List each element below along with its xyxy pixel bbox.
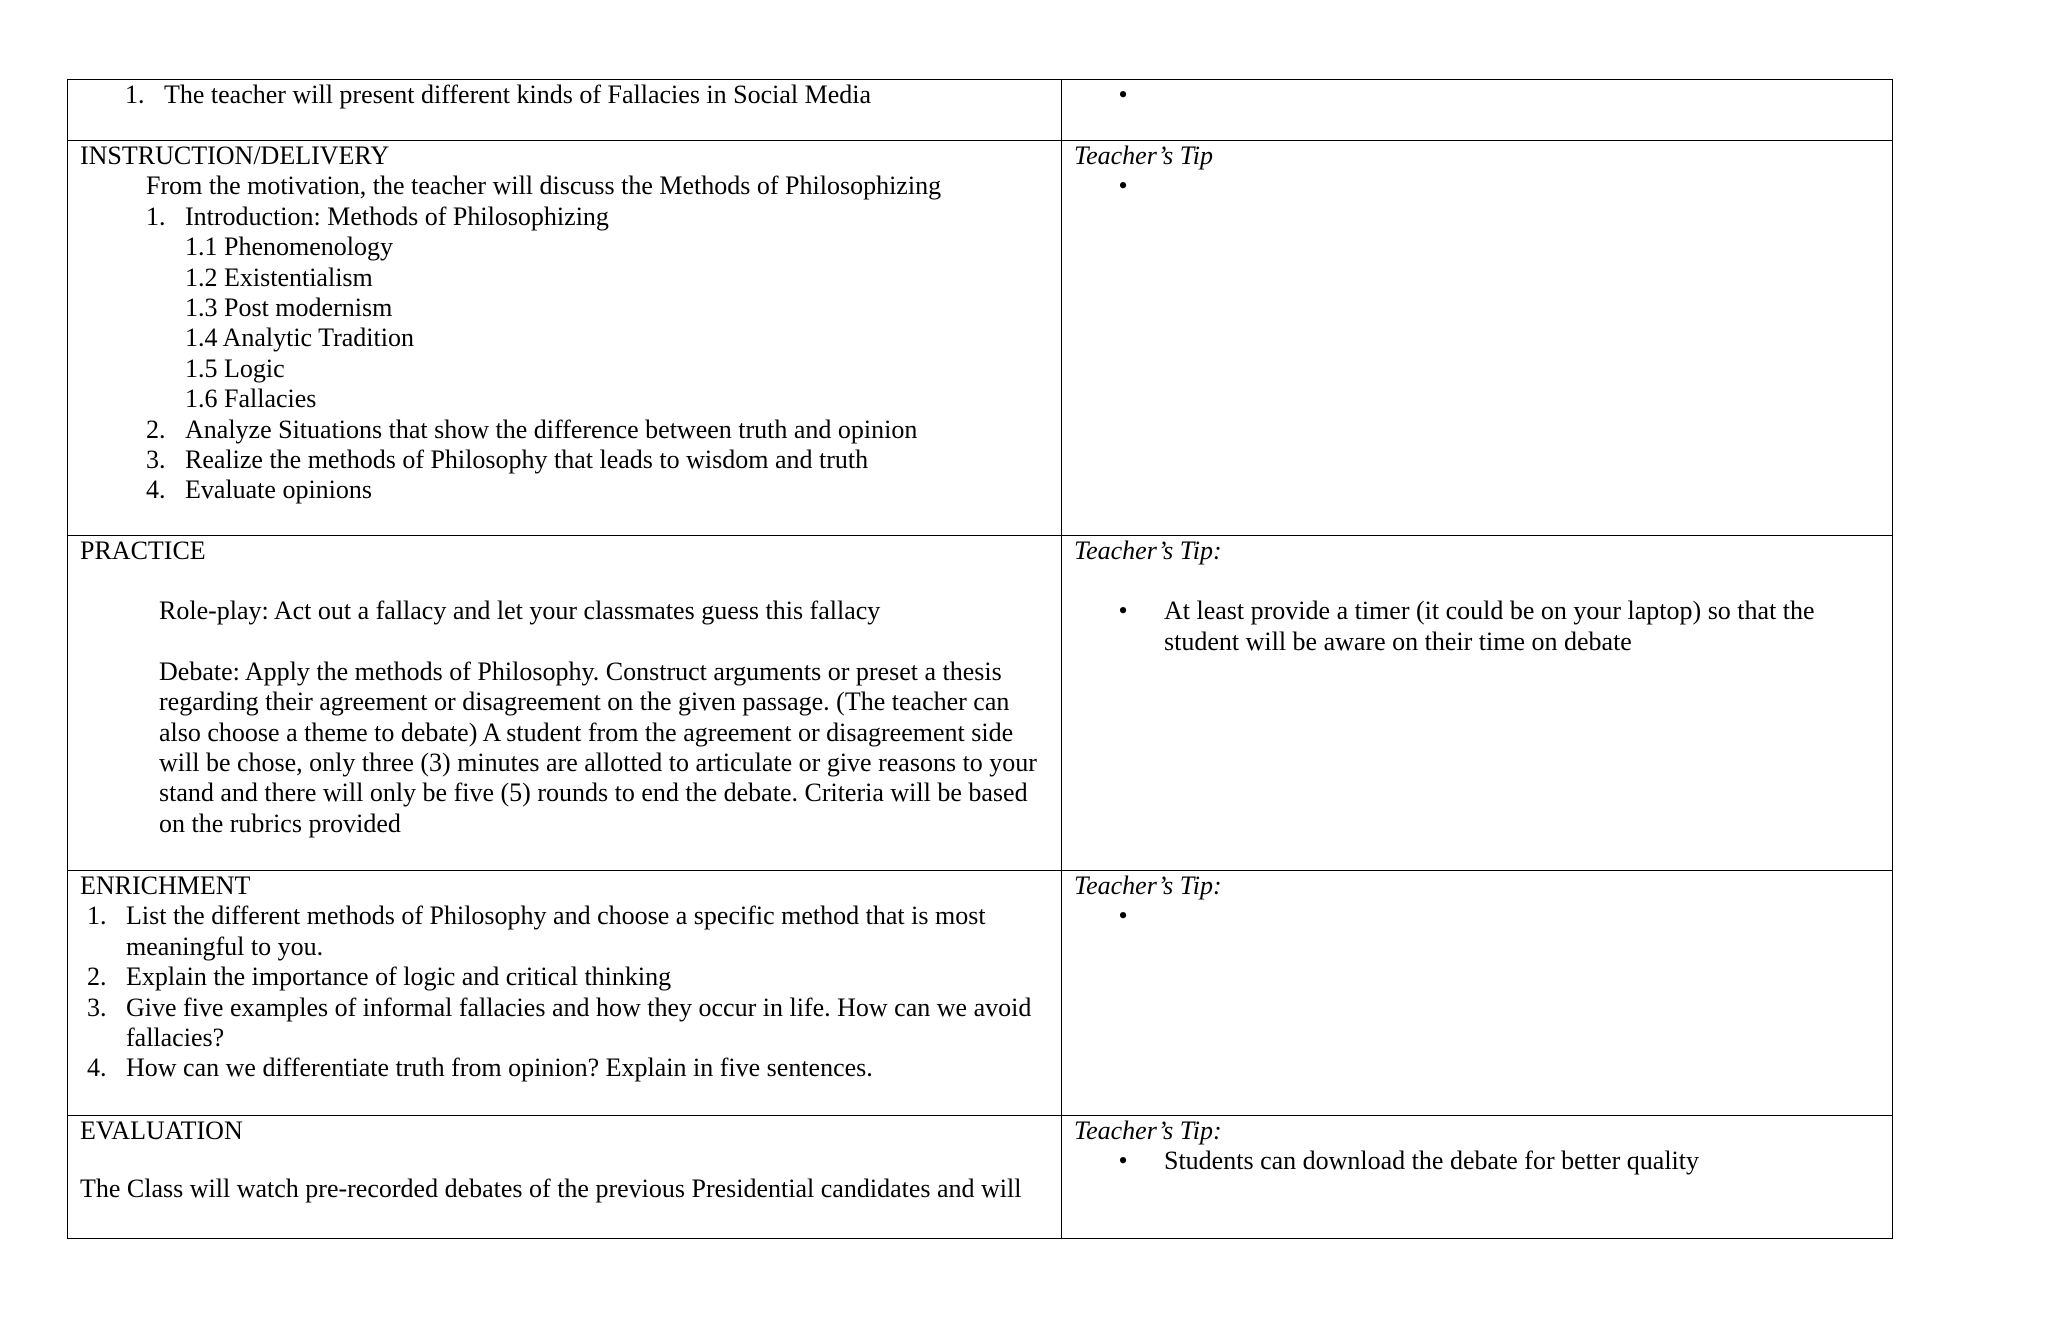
debate-line: on the rubrics provided [159, 808, 401, 838]
list-text: The teacher will present different kinds of Fallacies in Social Media [164, 80, 872, 109]
table-row-enrichment [68, 871, 1893, 1116]
list-item [80, 962, 1051, 992]
table-row-evaluation [68, 1116, 1893, 1239]
activity-cell [68, 141, 1062, 536]
tip-cell [1062, 80, 1893, 141]
list-item [80, 993, 1051, 1054]
list-item [80, 80, 1051, 110]
list-text: How can we differentiate truth from opinion? Explain in five sentences. [126, 1053, 873, 1083]
list-text: List the different methods of Philosophy and choose a specific method that is most [126, 901, 986, 931]
list-text: fallacies? [126, 1023, 225, 1053]
list-item [80, 901, 1051, 962]
tip-bullet [1074, 80, 1882, 110]
list-number: 3. [87, 992, 107, 1022]
roleplay-text: Role-play: Act out a fallacy and let your classmates guess this fallacy [159, 596, 881, 626]
bullet-icon: • [1118, 1146, 1128, 1176]
tip-cell [1062, 536, 1893, 871]
activity-cell [68, 536, 1062, 871]
sub-list-item: 1.5 Logic [185, 353, 285, 383]
sub-list-item: 1.2 Existentialism [185, 262, 373, 292]
table-row-practice [68, 536, 1893, 871]
list-text: Analyze Situations that show the difference between truth and opinion [185, 414, 918, 444]
list-text: Evaluate opinions [185, 475, 373, 505]
tip-label: Teacher’s Tip [1074, 141, 1213, 170]
bullet-icon: • [1118, 80, 1128, 109]
table-row-instruction [68, 141, 1893, 536]
sub-list-item: 1.3 Post modernism [185, 293, 393, 323]
debate-line: also choose a theme to debate) A student from the agreement or disagreement side [159, 717, 1014, 747]
section-heading: PRACTICE [80, 536, 206, 565]
activity-cell [68, 1116, 1062, 1239]
list-number: 1. [125, 80, 145, 109]
tip-cell [1062, 141, 1893, 536]
section-intro: From the motivation, the teacher will discuss the Methods of Philosophizing [146, 171, 942, 201]
list-item [80, 202, 1051, 232]
table-row-intro [68, 80, 1893, 141]
tip-text: At least provide a timer (it could be on your laptop) so that the [1164, 596, 1815, 626]
sub-list-item: 1.1 Phenomenology [185, 232, 393, 262]
list-number: 4. [87, 1053, 107, 1083]
debate-line: Debate: Apply the methods of Philosophy. Construct arguments or preset a thesis [159, 656, 1002, 686]
list-text: Explain the importance of logic and critical thinking [126, 962, 672, 992]
bullet-icon: • [1118, 596, 1128, 626]
section-heading: ENRICHMENT [80, 871, 251, 900]
section-heading: INSTRUCTION/DELIVERY [80, 141, 390, 170]
activity-cell [68, 80, 1062, 141]
tip-cell [1062, 871, 1893, 1116]
debate-line: regarding their agreement or disagreement on the given passage. (The teacher can [159, 687, 1010, 717]
list-number: 1. [146, 201, 166, 231]
tip-bullet [1074, 1146, 1882, 1176]
section-heading: EVALUATION [80, 1116, 243, 1145]
tip-label: Teacher’s Tip: [1074, 871, 1222, 900]
tip-bullet [1074, 596, 1882, 657]
list-text: Give five examples of informal fallacies and how they occur in life. How can we avoid [126, 992, 1032, 1022]
list-item [80, 445, 1051, 475]
list-number: 3. [146, 445, 166, 475]
evaluation-text: The Class will watch pre-recorded debates of the previous Presidential candidates and will [80, 1174, 1022, 1204]
activity-cell [68, 871, 1062, 1116]
bullet-icon: • [1118, 901, 1128, 931]
tip-bullet [1074, 901, 1882, 931]
tip-label: Teacher’s Tip: [1074, 536, 1222, 565]
tip-text: Students can download the debate for better quality [1164, 1146, 1700, 1176]
list-item [80, 1053, 1051, 1083]
debate-line: stand and there will only be five (5) rounds to end the debate. Criteria will be based [159, 778, 1028, 808]
tip-bullet [1074, 171, 1882, 201]
sub-list-item: 1.4 Analytic Tradition [185, 323, 414, 353]
list-text: Introduction: Methods of Philosophizing [185, 201, 609, 231]
sub-list-item: 1.6 Fallacies [185, 384, 317, 414]
tip-text: student will be aware on their time on debate [1164, 626, 1632, 656]
lesson-plan-table [67, 79, 1893, 1239]
debate-line: will be chose, only three (3) minutes are allotted to articulate or give reasons to your [159, 748, 1037, 778]
tip-label: Teacher’s Tip: [1074, 1116, 1222, 1145]
list-text: meaningful to you. [126, 931, 324, 961]
list-number: 2. [146, 414, 166, 444]
list-item [80, 475, 1051, 505]
list-number: 2. [87, 962, 107, 992]
list-number: 4. [146, 475, 166, 505]
list-number: 1. [87, 901, 107, 931]
tip-cell [1062, 1116, 1893, 1239]
bullet-icon: • [1118, 171, 1128, 201]
list-item [80, 415, 1051, 445]
list-text: Realize the methods of Philosophy that leads to wisdom and truth [185, 445, 869, 475]
